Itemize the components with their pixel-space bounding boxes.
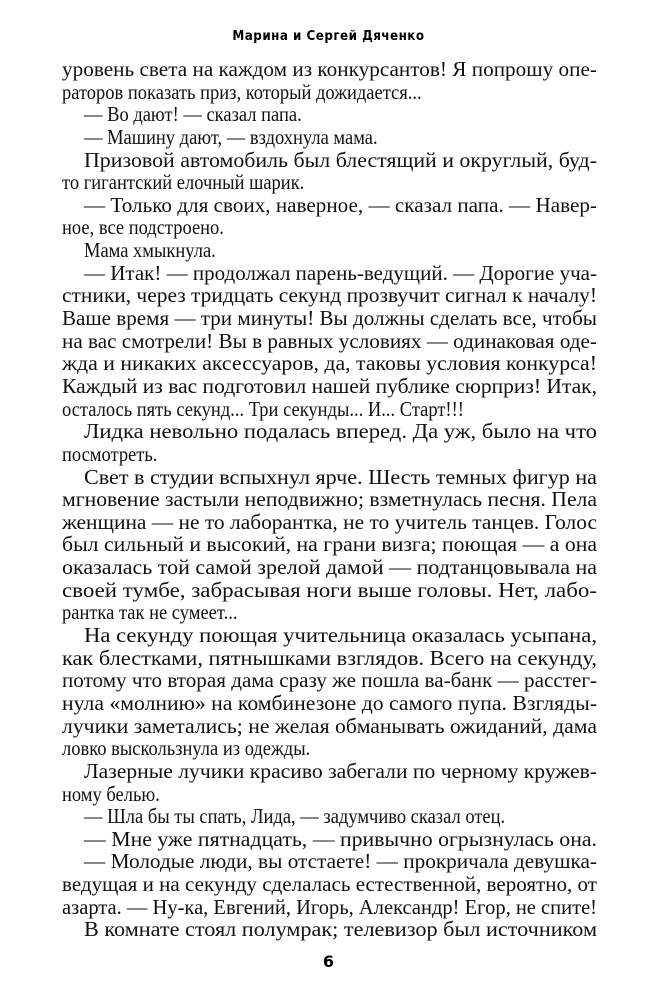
text-line: Лазерные лучики красиво забегали по черному кружев- [84,758,597,783]
text-line: раторов показать приз, который дожидается... [62,79,422,104]
text-line: — Шла бы ты спать, Лида, — задумчиво сказал отец. [84,804,506,829]
text-line: Лидка невольно подалась вперед. Да уж, было на что [84,419,598,444]
text-line: ному белью. [62,781,160,806]
text-line: женщина — не то лаборантка, не то учитель танцев. Голос [62,509,597,534]
text-line: ведущая и на секунду сделалась естественной, вероятно, от [62,872,598,897]
text-line: оказалась той самой зрелой дамой — подтанцовывала на [62,555,598,580]
text-line: На секунду поющая учительница оказалась усыпана, [84,623,598,648]
text-line: В комнате стоял полумрак; телевизор был источником [84,917,597,942]
text-line: — Только для своих, наверное, — сказал папа. — Навер- [84,192,597,217]
text-line: ловко выскользнула из одежды. [62,736,311,761]
text-line: рантка так не сумеет... [62,600,238,625]
text-line: как блестками, пятнышками взглядов. Всего на секунду, [62,645,598,670]
text-line: ное, все подстроено. [62,215,224,240]
running-head-authors: Марина и Сергей Дяченко [232,29,425,44]
text-line: посмотреть. [62,441,158,466]
text-line: Ваше время — три минуты! Вы должны сделать все, чтобы [62,306,597,331]
text-line: — Машину дают, — вздохнула мама. [84,124,378,149]
text-line: уровень света на каждом из конкурсантов! Я попрошу опе- [62,57,598,81]
text-line: Каждый из вас подготовил нашей публике сюрприз! Итак, [62,373,598,398]
text-line: нула «молнию» на комбинезоне до самого пупа. Взгляды- [62,690,597,715]
body-text [62,58,597,941]
text-line: то гигантский елочный шарик. [62,170,305,195]
text-line: потому что вторая дама сразу же пошла ва-банк — расстег- [62,668,598,693]
text-line: своей тумбе, забрасывая ноги выше головы. Нет, лабо- [62,577,598,602]
text-line: — Во дают! — сказал папа. [84,102,302,127]
text-line: — Молодые люди, вы отстаете! — прокричала девушка- [84,849,597,874]
page-number: 6 [322,952,335,971]
text-line: азарта. — Ну-ка, Евгений, Игорь, Александр! Егор, не спите! [62,894,598,919]
text-line: — Итак! — продолжал парень-ведущий. — Дорогие уча- [84,260,598,285]
text-line: Свет в студии вспыхнул ярче. Шесть темных фигур на [84,464,597,489]
text-line: осталось пять секунд... Три секунды... И... Старт!!! [62,396,464,421]
text-line: жда и никаких аксессуаров, да, таковы условия конкурса! [62,351,597,376]
text-line: мгновение застыли неподвижно; взметнулась песня. Пела [62,487,597,512]
text-line: был сильный и высокий, на грани визга; поющая — а она [62,532,598,557]
text-line: — Мне уже пятнадцать, — привычно огрызнулась она. [84,826,597,851]
text-line: Мама хмыкнула. [84,238,216,263]
text-line: на вас смотрели! Вы в равных условиях — одинаковая оде- [62,328,597,353]
text-line: Призовой автомобиль был блестящий и округлый, буд- [84,147,597,172]
text-line: лучики заметались; не желая обманывать ожиданий, дама [62,713,597,738]
text-line: стники, через тридцать секунд прозвучит сигнал к началу! [62,283,598,308]
